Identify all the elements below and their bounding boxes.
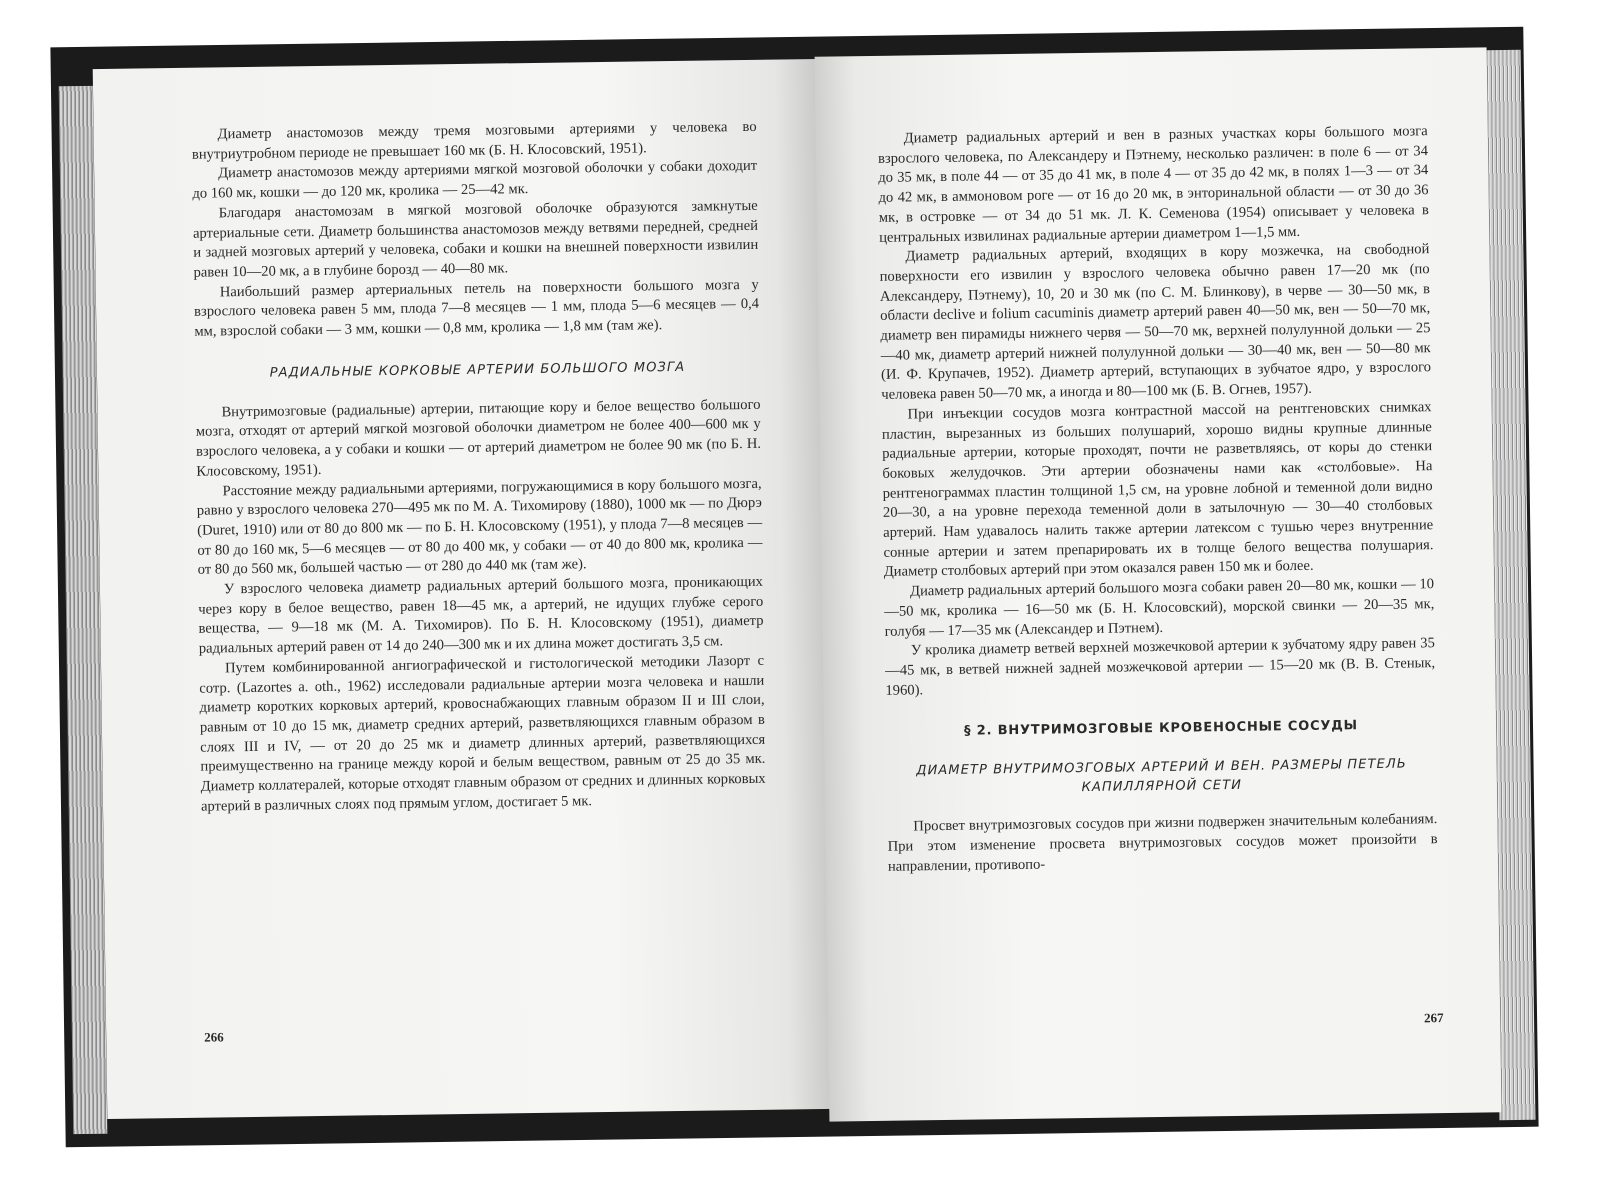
right-page-text <box>878 122 1438 877</box>
paragraph: Диаметр анастомозов между артериями мягкой мозговой оболочки у собаки доходит до 160 мк, кошки — до 120 мк, кролика — 25—42 мк. <box>192 158 758 202</box>
section-heading: § 2. ВНУТРИМОЗГОВЫЕ КРОВЕНОСНЫЕ СОСУДЫ <box>964 718 1358 740</box>
right-page <box>815 47 1502 1121</box>
page-number: 266 <box>204 1029 224 1045</box>
section-heading: РАДИАЛЬНЫЕ КОРКОВЫЕ АРТЕРИИ БОЛЬШОГО МОЗГА <box>269 359 686 381</box>
paragraph: Просвет внутримозговых сосудов при жизни подвержен значительным колебаниям. При этом изменение просвета внутримозговых сосудов может произойти в направлении, противопо- <box>887 811 1438 875</box>
paragraph: При инъекции сосудов мозга контрастной массой на рентгеновских снимках пластин, вырезанных из больших полушарий, хорошо видны крупные длинные радиальные артерии, которые проходят, почти не разветвляясь, от коры до стенки боковых желудочков. Эти артерии обозначены нами как «столбовые». На рентгенограммах пластин толщиной 1,5 см, на уровне лобной и теменной доли видно 20—30, а на уровне перехода теменной доли в затылочную — 30—40 столбовых артерий. Нам удавалось налить также артерии латексом с тушью через внутренние сонные артерии и затем препарировать их в толще белого вещества полушария. Диаметр столбовых артерий при этом оказался равен 150 мк и более. <box>881 399 1434 581</box>
paragraph: У взрослого человека диаметр радиальных артерий большого мозга, проникающих через кору в белое вещество, равен 18—45 мк, а артерий, не идущих глубже серого вещества, — 9—18 мк (М. А. Тихомиров). По Б. Н. Клосовскому (1951), диаметр радиальных артерий равен от 14 до 240—300 мк и их длина может достигать 3,5 см. <box>198 573 764 657</box>
paragraph: Диаметр радиальных артерий большого мозга собаки равен 20—80 мк, кошки — 10—50 мк, кролика — 16—50 мк (Б. Н. Клосовский), морской свинки — 20—35 мк, голубя — 17—35 мк (Александер и Пэтнем). <box>884 576 1435 640</box>
page-number: 267 <box>1423 1010 1444 1026</box>
paragraph: Диаметр анастомозов между тремя мозговыми артериями у человека во внутриутробном периоде не превышает 160 мк (Б. Н. Клосовский, 1951). <box>191 118 757 163</box>
left-page-text <box>192 118 767 817</box>
paragraph: Путем комбинированной ангиографической и гистологической методики Лазорт с сотр. (Lazortes a. oth., 1962) исследовали радиальные артерии мозга человека и нашли диаметр коротких корковых артерий, кровоснабжающих главным образом II и III слои, равным от 10 до 15 мк, диаметр средних артерий, разветвляющихся главным образом в слоях III и IV, — от 20 до 25 мк и диаметр длинных артерий, разветвляющихся преимущественно на границе между корой и белым веществом, равным от 25 до 35 мк. Диаметр коллатералей, которые отходят главным образом от средних и длинных корковых артерий в различных слоях под прямым углом, достигает 5 мк. <box>199 652 766 815</box>
left-page <box>93 59 833 1119</box>
paragraph: Диаметр радиальных артерий, входящих в кору мозжечка, на свободной поверхности его извилин у взрослого человека обычно равен 17—20 мк (по Александеру, Пэтнему), 10, 20 и 30 мк (по С. М. Блинкову), в черве — 30—50 мк, в области declive и folium cacuminis диаметр артерий равен 40—50 мк, вен — 50—70 мк, диаметр вен пирамиды нижнего червя — 50—70 мк, верхней полулунной дольки — 25—40 мк, диаметр артерий нижней полулунной дольки — 30—40 мк, вен — 50—80 мк (И. Ф. Крупачев, 1952). Диаметр артерий, вступающих в зубчатое ядро, у взрослого человека равен 50—70 мк, а иногда и 80—100 мк (Б. В. Огнев, 1957). <box>879 241 1432 403</box>
paragraph: Расстояние между радиальными артериями, погружающимися в кору большого мозга, равно у взрослого человека 270—495 мк по М. А. Тихомирову (1880), 1000 мк — по Дюрэ (Duret, 1910) или от 80 до 800 мк — по Б. Н. Клосовскому (1951), у плода 7—8 месяцев — от 80 до 160 мк, 5—6 месяцев — от 80 до 400 мк, у собаки — от 40 до 800 мк, кролика — от 80 до 560 мк, большей частью — от 280 до 440 мк (там же). <box>196 475 763 579</box>
paragraph: Внутримозговые (радиальные) артерии, питающие кору и белое вещество большого мозга, отходят от артерий мягкой мозговой оболочки диаметром не более 400—600 мк у взрослого человека, а у собаки и кошки — от артерий диаметром не более 90 мк (по Б. Н. Клосовскому, 1951). <box>195 396 762 480</box>
paragraph: Наибольший размер артериальных петель на поверхности большого мозга у взрослого человека равен 5 мм, плода 7—8 месяцев — 1 мм, плода 5—6 месяцев — 0,4 мм, взрослой собаки — 3 мм, кошки — 0,8 мм, кролика — 1,8 мм (там же). <box>193 276 760 340</box>
paragraph: У кролика диаметр ветвей верхней мозжечковой артерии к зубчатому ядру равен 35—45 мк, в ветвей нижней задней мозжечковой артерии — 15—20 мк (В. В. Стенык, 1960). <box>885 635 1436 699</box>
paragraph: Диаметр радиальных артерий и вен в разных участках коры большого мозга взрослого человека, по Александеру и Пэтнему, несколько различен: в поле 6 — от 34 до 35 мк, в поле 44 — от 35 до 41 мк, в поле 4 — от 35 до 42 мк, в полях 1—3 — от 34 до 42 мк, в аммоновом роге — от 16 до 20 мк, в энторинальной области — от 30 до 36 мк, в островке — от 34 до 51 мк. Л. К. Семенова (1954) описывает у человека в центральных извилинах радиальные артерии диаметром 1—1,5 мм. <box>877 123 1429 246</box>
paragraph: Благодаря анастомозам в мягкой мозговой оболочке образуются замкнутые артериальные сети. Диаметр большинства анастомозов между ветвями передней, средней и задней мозговых артерий у человека, собаки и кошки на внешней поверхности извилин равен 10—20 мк, а в глубине борозд — 40—80 мк. <box>192 197 759 281</box>
subsection-heading: ДИАМЕТР ВНУТРИМОЗГОВЫХ АРТЕРИЙ И ВЕН. РАЗМЕРЫ ПЕТЕЛЬ КАПИЛЛЯРНОЙ СЕТИ <box>916 756 1407 796</box>
